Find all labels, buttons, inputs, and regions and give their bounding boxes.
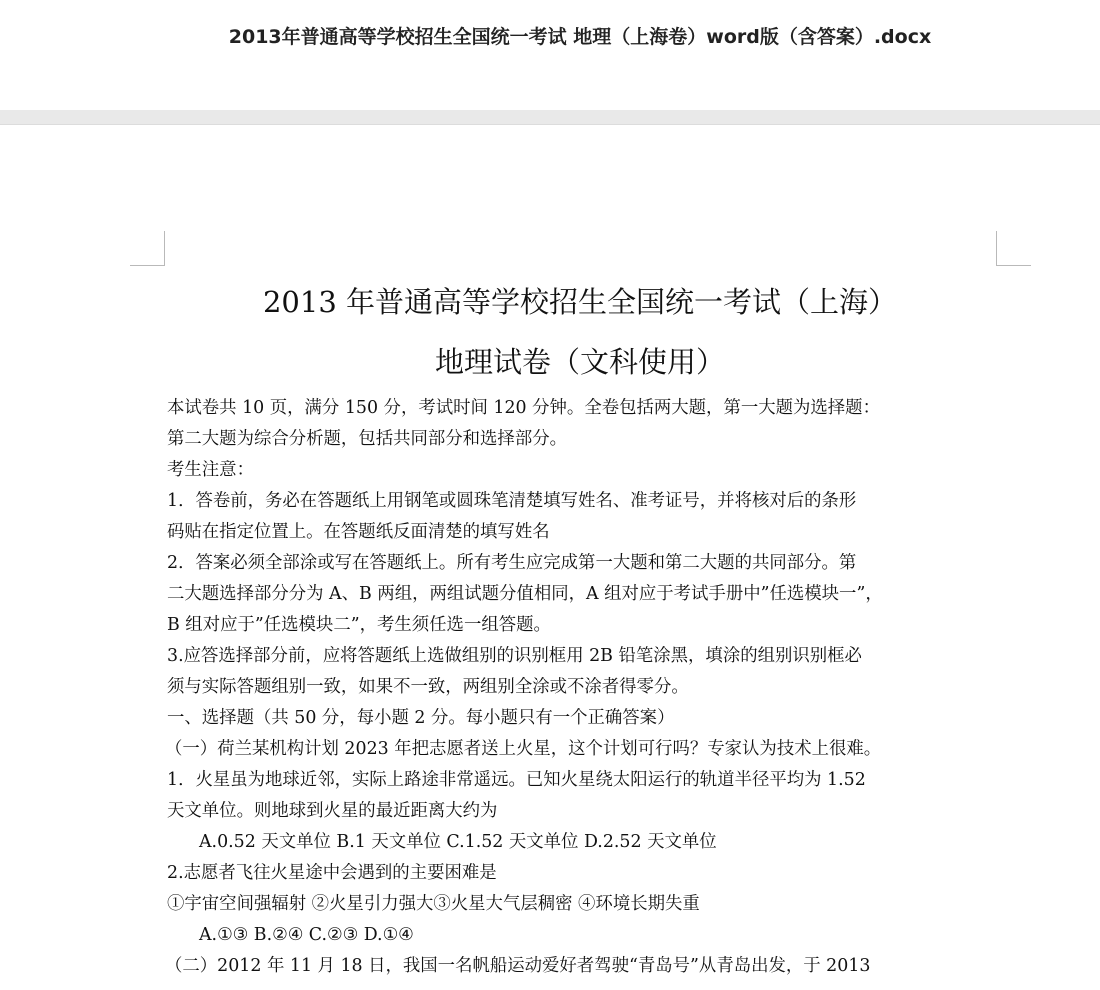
paragraph-line: 2．答案必须全部涂或写在答题纸上。所有考生应完成第一大题和第二大题的共同部分。第 [167,553,857,573]
document-body [167,393,1007,982]
document-title: 2013年普通高等学校招生全国统一考试 地理（上海卷）word版（含答案）.docx [228,26,932,48]
title-bar [0,0,1100,110]
passage-line: （一）荷兰某机构计划 2023 年把志愿者送上火星，这个计划可行吗？专家认为技术上很难。 [165,739,882,759]
paragraph-line: 3.应答选择部分前，应将答题纸上选做组别的识别框用 2B 铅笔涂黑，填涂的组别识别框必 [167,646,862,666]
margin-corner-mark-right [996,231,1031,266]
paragraph-line: 码贴在指定位置上。在答题纸反面清楚的填写姓名 [167,522,550,542]
paragraph-line: 考生注意： [167,460,254,480]
paragraph-line: 本试卷共 10 页，满分 150 分，考试时间 120 分钟。全卷包括两大题，第一大题为选择题： [167,398,880,418]
paragraph-line: 第二大题为综合分析题，包括共同部分和选择部分。 [167,429,567,449]
question-line: ①宇宙空间强辐射 ②火星引力强大③火星大气层稠密 ④环境长期失重 [167,894,700,914]
passage-line: （二）2012 年 11 月 18 日，我国一名帆船运动爱好者驾驶“青岛号”从青岛出发，于 2013 [165,956,871,976]
paragraph-line: 须与实际答题组别一致，如果不一致，两组别全涂或不涂者得零分。 [167,677,689,697]
question-line: 2.志愿者飞往火星途中会遇到的主要困难是 [167,863,497,883]
toolbar-separator [0,110,1100,125]
section-heading-line: 一、选择题（共 50 分，每小题 2 分。每小题只有一个正确答案） [167,708,675,728]
answer-options-line: A.①③ B.②④ C.②③ D.①④ [199,925,414,945]
page-heading: 2013 年普通高等学校招生全国统一考试（上海） [262,285,898,319]
paragraph-line: 二大题选择部分分为 A、B 两组，两组试题分值相同，A 组对应于考试手册中”任选模块一”， [167,584,883,604]
question-line: 天文单位。则地球到火星的最近距离大约为 [167,801,498,821]
page-subheading: 地理试卷（文科使用） [434,345,725,379]
answer-options-line: A.0.52 天文单位 B.1 天文单位 C.1.52 天文单位 D.2.52 天文单位 [199,832,717,852]
question-line: 1．火星虽为地球近邻，实际上路途非常遥远。已知火星绕太阳运行的轨道半径平均为 1.52 [167,770,866,790]
margin-corner-mark-left [130,231,165,266]
paragraph-line: B 组对应于”任选模块二”，考生须任选一组答题。 [167,615,551,635]
document-page[interactable] [0,125,1100,990]
paragraph-line: 1．答卷前，务必在答题纸上用钢笔或圆珠笔清楚填写姓名、准考证号，并将核对后的条形 [167,491,857,511]
